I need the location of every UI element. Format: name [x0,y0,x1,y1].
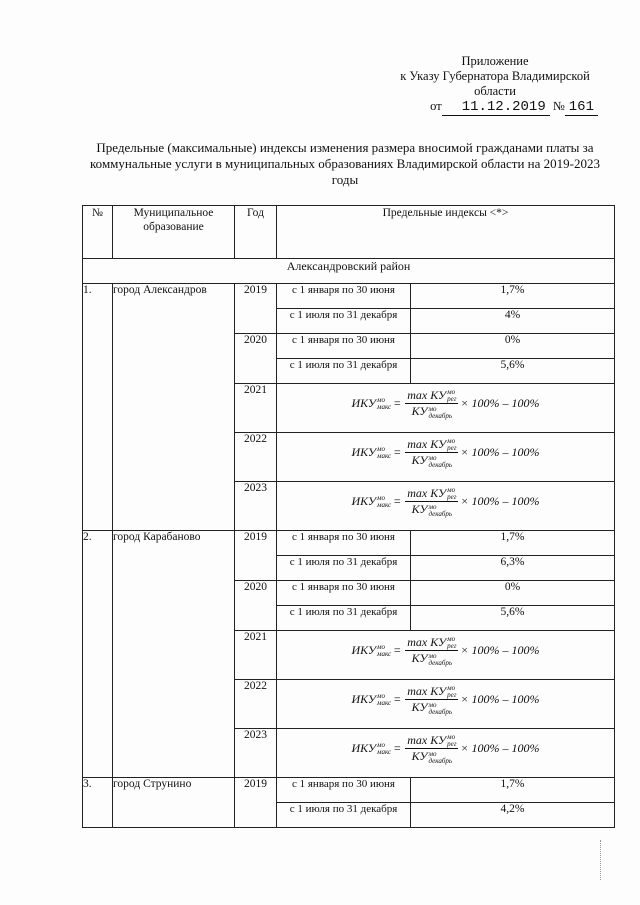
indices-table [82,205,615,828]
period-label: с 1 июля по 31 декабря [277,803,411,828]
formula-lhs: ИКУ мо макс [351,494,392,510]
period-label: с 1 января по 30 июня [277,531,411,556]
formula [277,433,614,469]
formula-lhs: ИКУ мо макс [351,643,392,659]
formula-denominator: КУ мо декабрь [411,502,453,518]
index-value: 1,7% [411,778,615,803]
formula-denominator: КУ мо декабрь [411,453,453,469]
formula [277,482,614,518]
year-cell: 2020 [235,334,277,384]
period-label: с 1 июля по 31 декабря [277,309,411,334]
formula-numerator: max КУ мо рег [407,635,457,651]
index-value: 0% [411,334,615,359]
order-number: 161 [565,100,598,116]
date-prefix: от [430,99,442,113]
order-date: 11.12.2019 [442,100,550,116]
header-num: № [83,206,113,259]
index-value: 5,6% [411,359,615,384]
period-label: с 1 июля по 31 декабря [277,556,411,581]
formula-numerator: max КУ мо рег [407,486,457,502]
year-cell: 2020 [235,581,277,631]
formula-cell [277,680,615,729]
formula-numerator: max КУ мо рег [407,437,457,453]
index-value: 5,6% [411,606,615,631]
formula-tail: × 100% – 100% [460,643,540,658]
index-value: 0% [411,581,615,606]
year-cell: 2023 [235,729,277,778]
number-prefix: № [552,99,565,113]
table-row [83,284,615,309]
formula-eq: = [393,445,402,460]
formula-eq: = [393,396,402,411]
formula-lhs: ИКУ мо макс [351,445,392,461]
year-cell: 2019 [235,284,277,334]
formula-eq: = [393,692,402,707]
appendix-line-3: области [474,84,516,98]
index-value: 6,3% [411,556,615,581]
year-cell: 2021 [235,631,277,680]
formula-fraction [405,437,458,469]
formula-tail: × 100% – 100% [460,396,540,411]
formula-cell [277,729,615,778]
formula-lhs: ИКУ мо макс [351,741,392,757]
index-value: 1,7% [411,284,615,309]
formula [277,631,614,667]
index-value: 4,2% [411,803,615,828]
table-row [83,778,615,803]
period-label: с 1 января по 30 июня [277,334,411,359]
formula-lhs: ИКУ мо макс [351,396,392,412]
year-cell: 2022 [235,680,277,729]
formula-denominator: КУ мо декабрь [411,651,453,667]
formula-numerator: max КУ мо рег [407,388,457,404]
formula-numerator: max КУ мо рег [407,684,457,700]
row-number: 2. [83,531,113,778]
appendix-header [370,54,620,116]
period-label: с 1 июля по 31 декабря [277,606,411,631]
formula-numerator: max КУ мо рег [407,733,457,749]
header-municipality: Муниципальное образование [113,206,235,259]
year-cell: 2019 [235,531,277,581]
formula-tail: × 100% – 100% [460,692,540,707]
year-cell: 2023 [235,482,277,531]
formula [277,680,614,716]
formula-tail: × 100% – 100% [460,494,540,509]
header-year: Год [235,206,277,259]
formula-fraction [405,486,458,518]
period-label: с 1 января по 30 июня [277,284,411,309]
table-header-row [83,206,615,259]
document-title: Предельные (максимальные) индексы изменения размера вносимой гражданами платы за коммунальные услуги в муниципальных образованиях Владимирской области на 2019-2023 годы [90,140,600,187]
municipality-name: город Струнино [113,778,235,828]
index-value: 4% [411,309,615,334]
period-label: с 1 января по 30 июня [277,581,411,606]
header-limits: Предельные индексы <*> [277,206,615,259]
formula-tail: × 100% – 100% [460,445,540,460]
row-number: 1. [83,284,113,531]
formula [277,384,614,420]
formula-fraction [405,388,458,420]
formula-eq: = [393,643,402,658]
formula-denominator: КУ мо декабрь [411,404,453,420]
municipality-name: город Александров [113,284,235,531]
district-name: Александровский район [83,259,615,284]
appendix-line-2: к Указу Губернатора Владимирской [400,69,590,83]
formula-fraction [405,733,458,765]
formula-cell [277,433,615,482]
year-cell: 2021 [235,384,277,433]
formula-denominator: КУ мо декабрь [411,749,453,765]
formula-denominator: КУ мо декабрь [411,700,453,716]
formula-eq: = [393,494,402,509]
formula-eq: = [393,741,402,756]
scan-artifact [600,840,602,880]
formula-tail: × 100% – 100% [460,741,540,756]
formula-cell [277,631,615,680]
year-cell: 2022 [235,433,277,482]
formula-fraction [405,684,458,716]
period-label: с 1 июля по 31 декабря [277,359,411,384]
formula-lhs: ИКУ мо макс [351,692,392,708]
row-number: 3. [83,778,113,828]
district-row [83,259,615,284]
index-value: 1,7% [411,531,615,556]
formula-cell [277,482,615,531]
municipality-name: город Карабаново [113,531,235,778]
order-date-number [370,99,620,116]
appendix-line-1: Приложение [461,54,529,68]
formula-fraction [405,635,458,667]
formula-cell [277,384,615,433]
year-cell: 2019 [235,778,277,828]
period-label: с 1 января по 30 июня [277,778,411,803]
formula [277,729,614,765]
table-row [83,531,615,556]
